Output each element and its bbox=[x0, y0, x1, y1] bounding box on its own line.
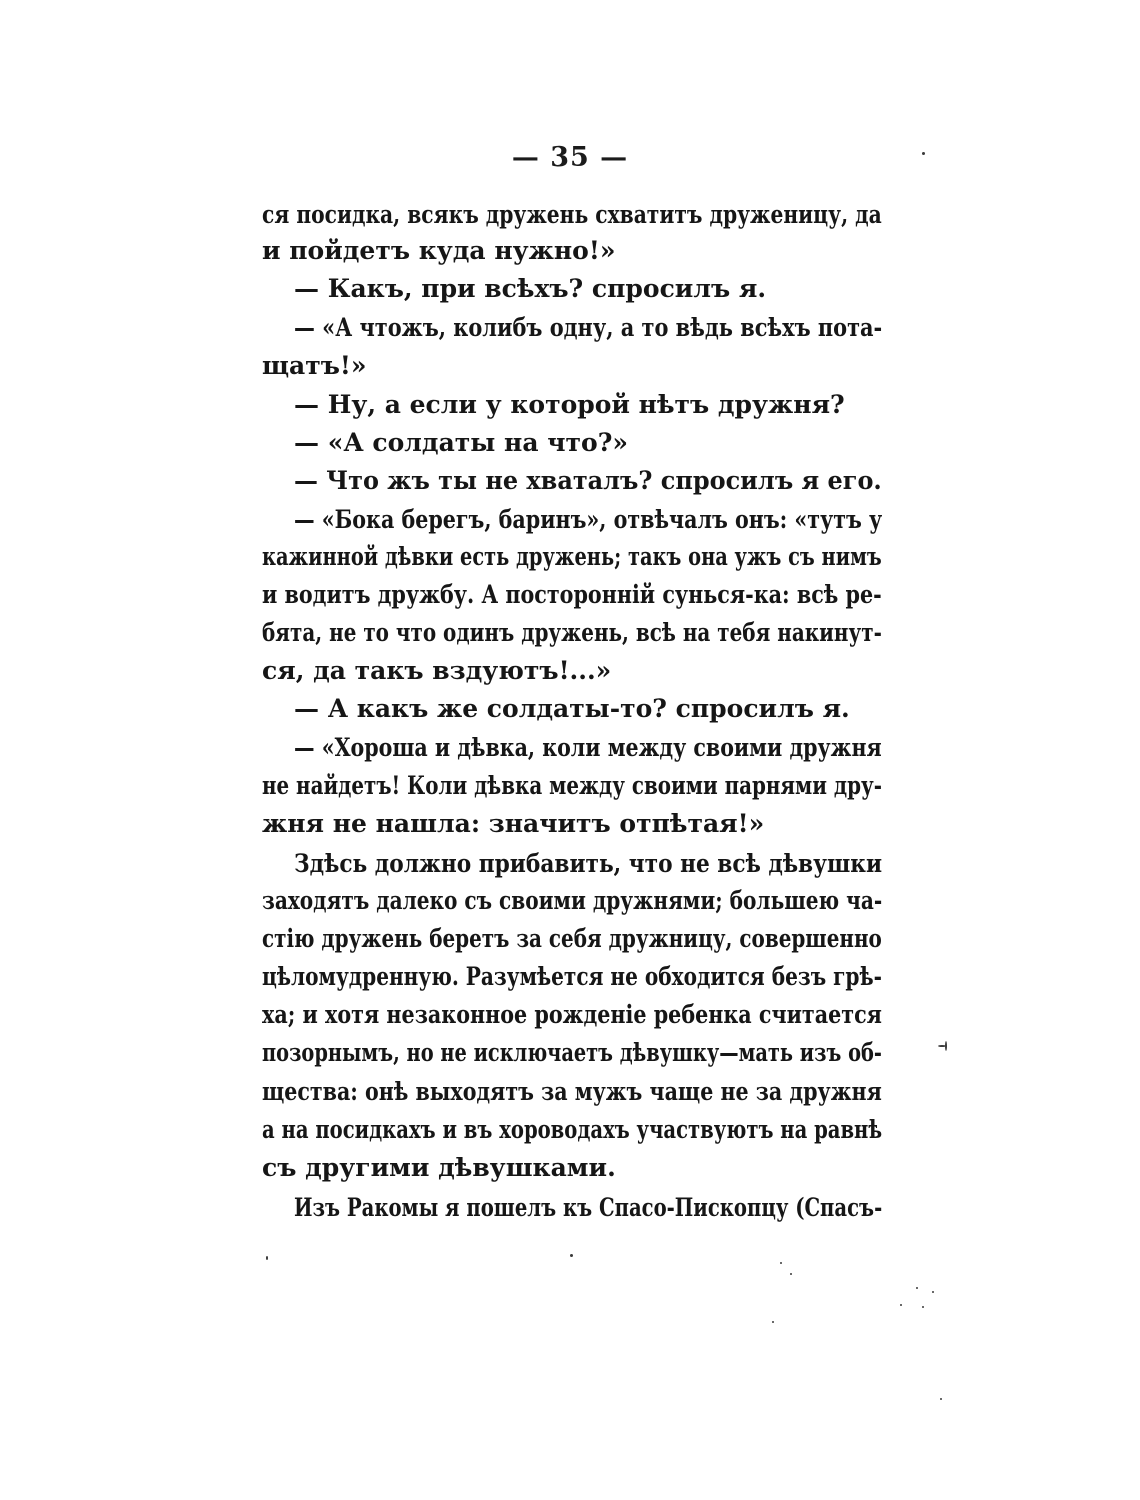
text-line-21: цѣломудренную. Разумѣется не обходится безъ грѣ- bbox=[262, 962, 882, 991]
text-line-14: — А какъ же солдаты-то? спросилъ я. bbox=[294, 694, 850, 723]
scan-speck bbox=[922, 1306, 924, 1308]
scan-speck bbox=[922, 152, 925, 155]
text-line-18: Здѣсь должно прибавить, что не всѣ дѣвушки bbox=[294, 849, 883, 878]
text-line-11: и водитъ дружбу. А посторонній сунься-ка: всѣ ре- bbox=[262, 580, 882, 609]
text-line-8: — Что жъ ты не хваталъ? спросилъ я его. bbox=[294, 466, 882, 495]
text-line-13: ся, да такъ вздуютъ!...» bbox=[262, 656, 612, 685]
scan-speck bbox=[780, 1262, 782, 1264]
text-line-6: — Ну, а если у которой нѣтъ дружня? bbox=[294, 390, 845, 419]
text-line-15: — «Хороша и дѣвка, коли между своими дружня bbox=[294, 733, 882, 762]
text-line-9: — «Бока берегъ, баринъ», отвѣчалъ онъ: «тутъ у bbox=[294, 505, 883, 534]
scan-speck bbox=[916, 1287, 918, 1289]
text-line-23: позорнымъ, но не исключаетъ дѣвушку—мать изъ об- bbox=[262, 1038, 882, 1067]
text-line-22: ха; и хотя незаконное рожденіе ребенка считается bbox=[262, 1000, 882, 1029]
text-line-16: не найдетъ! Коли дѣвка между своими парнями дру- bbox=[262, 771, 882, 800]
text-line-26: съ другими дѣвушками. bbox=[262, 1153, 616, 1182]
scan-speck bbox=[932, 1291, 934, 1293]
text-line-25: а на посидкахъ и въ хороводахъ участвуютъ на равнѣ bbox=[262, 1115, 883, 1144]
text-line-1: ся посидка, всякъ дружень схватитъ друженицу, да bbox=[262, 200, 882, 229]
text-line-17: жня не нашла: значитъ отпѣтая!» bbox=[262, 809, 765, 838]
page-number: — 35 — bbox=[511, 142, 629, 173]
text-line-10: кажинной дѣвки есть дружень; такъ она ужъ съ нимъ bbox=[262, 542, 882, 571]
scan-speck bbox=[266, 1256, 268, 1260]
text-line-24: щества: онѣ выходятъ за мужъ чаще не за дружня bbox=[262, 1077, 882, 1106]
text-line-3: — Какъ, при всѣхъ? спросилъ я. bbox=[294, 274, 767, 303]
scan-speck bbox=[570, 1254, 573, 1257]
text-line-2: и пойдетъ куда нужно!» bbox=[262, 236, 616, 265]
scan-speck bbox=[772, 1321, 774, 1323]
scan-speck bbox=[900, 1304, 902, 1306]
text-line-20: стію дружень беретъ за себя дружницу, совершенно bbox=[262, 924, 882, 953]
text-line-19: заходятъ далеко съ своими дружнями; большею ча- bbox=[262, 886, 883, 915]
text-line-7: — «А солдаты на что?» bbox=[294, 428, 628, 457]
text-line-12: бята, не то что одинъ дружень, всѣ на тебя накинут- bbox=[262, 618, 882, 647]
scan-speck bbox=[940, 1398, 942, 1400]
scan-speck bbox=[790, 1273, 792, 1275]
scan-speck bbox=[945, 1041, 947, 1051]
text-line-5: щатъ!» bbox=[262, 351, 367, 380]
text-line-27: Изъ Ракомы я пошелъ къ Спасо-Пископцу (Спасъ- bbox=[294, 1193, 883, 1222]
text-line-4: — «А чтожъ, колибъ одну, а то вѣдь всѣхъ пота- bbox=[294, 313, 883, 342]
